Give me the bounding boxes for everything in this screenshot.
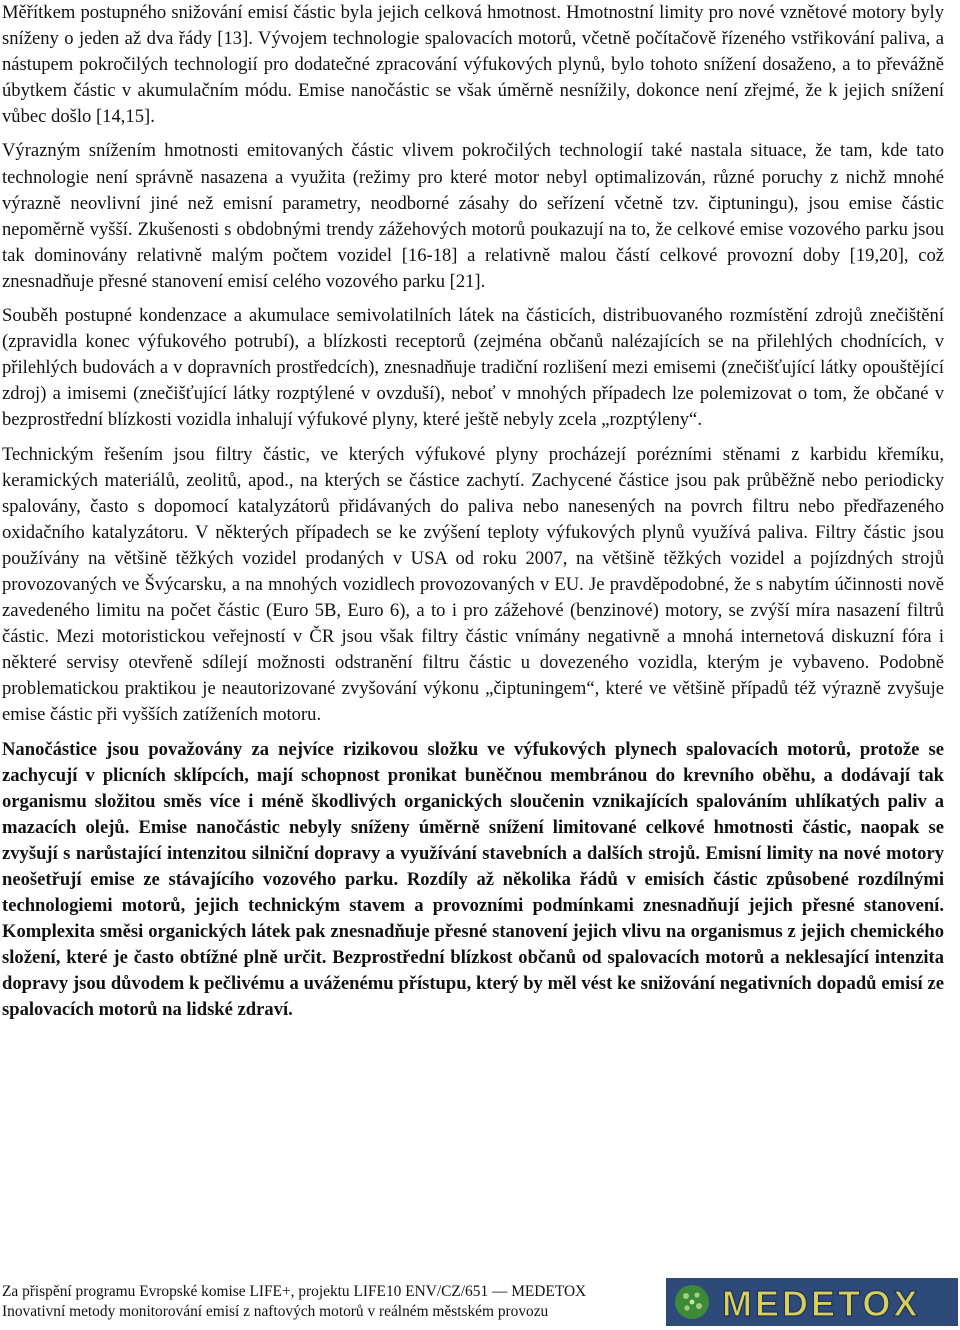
paragraph-advanced-technology-failures: Výrazným snížením hmotnosti emitovaných částic vlivem pokročilých technologií také nastala situace, že tam, kde tato technologie není správně nasazena a využita (režimy pro které motor nebyl optimalizován, různé poruchy z nichž mnohé výrazně neovlivní jiné než emisní parametry, neodborné zásahy do seřízení včetně tzv. čiptuningu), jsou emise částic nepoměrně vyšší. Zkušenosti s obdobnými trendy zážehových motorů poukazují na to, že celkové emise vozového parku jsou tak dominovány relativně malým počtem vozidel [16-18] a relativně malou částí celkové provozní doby [19,20], což znesnadňuje přesné stanovení emisí celého vozového parku [21]. [2, 140, 944, 292]
logo-wordmark: MEDETOX [722, 1283, 921, 1324]
document-body [2, 0, 944, 1024]
paragraph-particle-mass-limits: Měřítkem postupného snižování emisí částic byla jejich celková hmotnost. Hmotnostní limity pro nové vznětové motory byly sníženy o jeden až dva řády [13]. Vývojem technologie spalovacích motorů, včetně počítačově řízeného vstřikování paliva, a nástupem pokročilých technologií pro dodatečné zpracování výfukových plynů, bylo tohoto snížení dosaženo, a to převážně úbytkem částic v akumulačním módu. Emise nanočástic se však úměrně nesnížily, dokonce není zřejmé, že k jejich snížení vůbec došlo [14,15]. [2, 2, 944, 128]
page-footer [2, 1282, 652, 1322]
paragraph-particle-filters: Technickým řešením jsou filtry částic, ve kterých výfukové plyny procházejí porézními stěnami z karbidu křemíku, keramických materiálů, zeolitů, apod., na kterých se částice zachytí. Zachycené částice jsou pak průběžně nebo periodicky spalovány, často s dopomocí katalyzátorů přidávaných do paliva nebo nanesených na povrch filtru nebo předřazeného oxidačního katalyzátoru. V některých případech se ke zvýšení teploty výfukových plynů využívá paliva. Filtry částic jsou používány na většině těžkých vozidel prodaných v USA od roku 2007, na většině těžkých vozidel a pojízdných strojů provozovaných ve Švýcarsku, a na mnohých vozidlech provozovaných v EU. Je pravděpodobné, že s nabytím účinnosti nově zavedeného limitu na počet částic (Euro 5B, Euro 6), a to i pro zážehové (benzinové) motory, se zvýší míra nasazení filtrů částic. Mezi motoristickou veřejností v ČR jsou však filtry částic vnímány negativně a mnohá internetová diskuzní fóra i některé servisy otevřeně sdílejí možnosti odstranění filtru částic u dovezeného vozidla, kterým je vybaveno. Podobně problematickou praktikou je neautorizované zvyšování výkonu „čiptuningem“, které ve většině případů též výrazně zvyšuje emise částic při vyšších zatíženích motoru. [2, 443, 944, 726]
paragraph-emissions-vs-imissions: Souběh postupné kondenzace a akumulace semivolatilních látek na částicích, distribuovaného rozmístění zdrojů znečištění (zpravidla konec výfukového potrubí), a blízkosti receptorů (zejména občanů nalézajících se na přilehlých chodnících, v přilehlých budovách a v dopravních prostředcích), znesnadňuje tradiční rozlišení mezi emisemi (znečišťující látky opouštějící zdroj) a imisemi (znečišťující látky rozptýlené v ovzduší), neboť v mnohých případech lze polemizovat o tom, že občané v bezprostřední blízkosti vozidla inhalují výfukové plyny, které ještě nebyly zcela „rozptýleny“. [2, 305, 944, 431]
medetox-logo [666, 1278, 958, 1326]
paragraph-nanoparticle-summary: Nanočástice jsou považovány za nejvíce rizikovou složku ve výfukových plynech spalovacích motorů, protože se zachycují v plicních sklípcích, mají schopnost pronikat buněčnou membránou do krevního oběhu, a dodávají tak organismu složitou směs více i méně škodlivých organických sloučenin vznikajících spalováním uhlíkatých paliv a mazacích olejů. Emise nanočástic nebyly sníženy úměrně snížení limitované celkové hmotnosti částic, naopak se zvyšují s narůstající intenzitou silniční dopravy a využívání stavebních a dalších strojů. Emisní limity na nové motory neošetřují emise ze stávajícího vozového parku. Rozdíly až několika řádů v emisích částic způsobené rozdílnými technologiemi motorů, jejich technickým stavem a provozními podmínkami znesnadňují jejich přesné stanovení. Komplexita směsi organických látek pak znesnadňuje přesné stanovení jejich vlivu na organismus z jejich chemického složení, které je často obtížné plně určit. Bezprostřední blízkost občanů od spalovacích motorů a neklesající intenzita dopravy jsou důvodem k pečlivému a uváženému přístupu, který by měl vést ke snižování negativních dopadů emisí ze spalovacích motorů na lidské zdraví. [2, 738, 944, 1021]
footer-project-title: Inovativní metody monitorování emisí z naftových motorů v reálném městském provozu [2, 1303, 549, 1320]
footer-funding-line: Za přispění programu Evropské komise LIFE+, projektu LIFE10 ENV/CZ/651 — MEDETOX [2, 1283, 587, 1300]
medetox-logo-graphic [666, 1278, 958, 1326]
